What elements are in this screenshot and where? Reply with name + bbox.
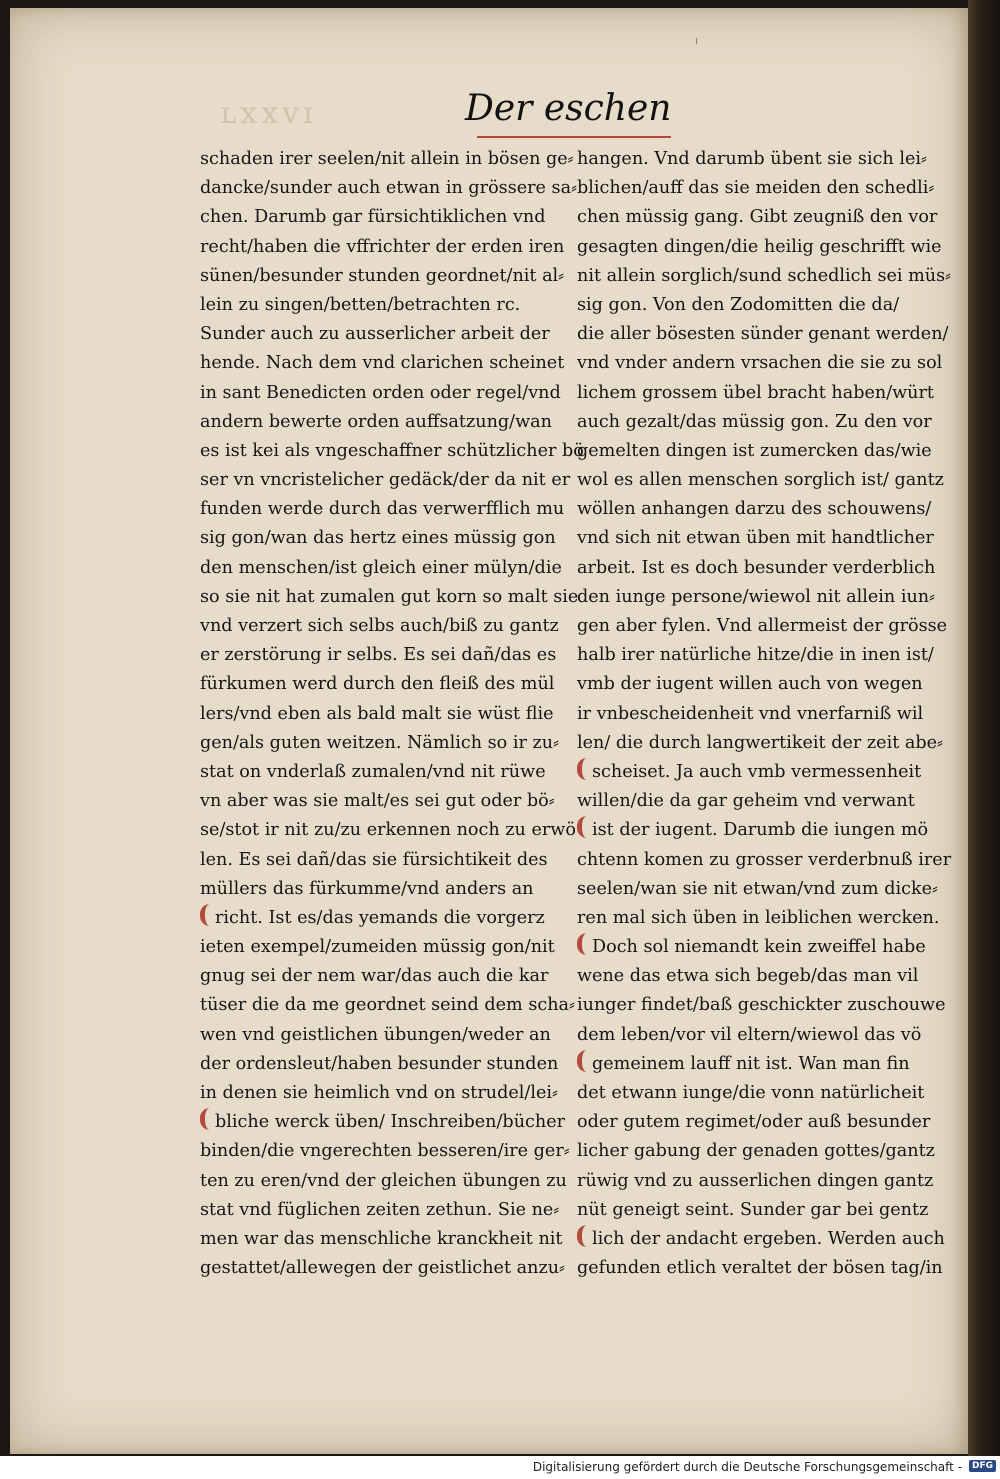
text-line-content: len/ die durch langwertikeit der zeit abe⸗ <box>577 732 943 753</box>
text-line <box>200 437 584 466</box>
text-line-content: ist der iugent. Darumb die iungen mö <box>592 820 929 841</box>
running-head <box>465 88 671 129</box>
text-line-content: gesagten dingen/die heilig geschrifft wie <box>577 236 942 257</box>
rubric-mark <box>577 816 590 838</box>
text-line-content: sig gon/wan das hertz eines müssig gon <box>200 528 556 549</box>
text-line <box>200 1196 575 1225</box>
text-line <box>200 233 575 262</box>
text-line-content: vnd verzert sich selbs auch/biß zu gantz <box>200 616 559 636</box>
text-line <box>200 904 575 933</box>
text-line <box>577 320 952 349</box>
text-line <box>577 816 952 845</box>
text-line <box>577 787 952 816</box>
text-line-content: der ordensleut/haben besunder stunden <box>200 1053 559 1074</box>
text-line <box>577 670 952 699</box>
text-line <box>577 1108 952 1137</box>
text-line-content: die aller bösesten sünder genant werden/ <box>577 324 949 345</box>
text-line <box>577 1225 952 1254</box>
text-line <box>200 145 575 174</box>
text-line-content: oder gutem regimet/oder auß besunder <box>577 1112 931 1133</box>
text-line <box>577 262 952 291</box>
text-line-content: gemelten dingen ist zumercken das/wie <box>577 440 932 461</box>
text-line-content: ten zu eren/vnd der gleichen übungen zu <box>200 1170 567 1191</box>
text-line-content: se/stot ir nit zu/zu erkennen noch zu erwö <box>200 820 576 841</box>
text-line-content: stat on vnderlaß zumalen/vnd nit rüwe <box>200 761 546 782</box>
text-line-content: er zerstörung ir selbs. Es sei dañ/das es <box>200 645 557 666</box>
text-line <box>577 641 952 670</box>
running-head-underline <box>477 136 671 138</box>
text-line-content: dem leben/vor vil eltern/wiewol das vö <box>577 1024 922 1045</box>
right-text-column <box>577 145 952 1283</box>
text-line <box>200 466 575 495</box>
text-line <box>200 670 575 699</box>
rubric-mark <box>577 1050 590 1072</box>
text-line-content: scheiset. Ja auch vmb vermessenheit <box>592 761 922 782</box>
page-mark <box>696 38 701 44</box>
text-line-content: den iunge persone/wiewol nit allein iun⸗ <box>577 586 935 607</box>
text-line <box>200 349 575 378</box>
text-line <box>200 816 575 845</box>
rubric-mark <box>577 933 590 955</box>
text-line <box>200 495 575 524</box>
text-line-content: sig gon. Von den Zodomitten die da/ <box>577 294 900 315</box>
show-through-text: ʟxxvɪ <box>220 96 317 131</box>
text-line <box>200 1108 575 1137</box>
text-line-content: lich der andacht ergeben. Werden auch <box>592 1228 945 1249</box>
text-line-content: licher gabung der genaden gottes/gantz <box>577 1141 935 1162</box>
text-line <box>577 291 952 320</box>
text-line <box>577 875 952 904</box>
text-line <box>577 554 952 583</box>
text-line-content: seelen/wan sie nit etwan/vnd zum dicke⸗ <box>577 878 938 899</box>
text-line-content: Sunder auch zu ausserlicher arbeit der <box>200 324 550 345</box>
text-line-content: gefunden etlich veraltet der bösen tag/in <box>577 1258 943 1279</box>
text-line-content: stat vnd füglichen zeiten zethun. Sie ne⸗ <box>200 1199 560 1220</box>
text-line <box>577 1254 952 1283</box>
text-line-content: müllers das fürkumme/vnd anders an <box>200 878 534 899</box>
text-line <box>577 379 952 408</box>
rubric-mark <box>577 758 590 780</box>
text-line <box>200 524 575 553</box>
text-line-content: schaden irer seelen/nit allein in bösen ge⸗ <box>200 149 574 169</box>
text-line-content: gestattet/allewegen der geistlichet anzu⸗ <box>200 1258 565 1279</box>
text-line <box>200 729 575 758</box>
text-line <box>200 1254 575 1283</box>
text-line <box>577 203 952 232</box>
rubric-mark <box>577 1225 590 1247</box>
text-line-content: men war das menschliche kranckheit nit <box>200 1228 563 1249</box>
text-line-content: hende. Nach dem vnd clarichen scheinet <box>200 353 565 374</box>
text-line <box>577 233 952 262</box>
text-line <box>200 1021 575 1050</box>
text-line <box>577 612 952 641</box>
text-line <box>200 641 575 670</box>
text-line-content: wen vnd geistlichen übungen/weder an <box>200 1024 551 1045</box>
text-line <box>577 962 952 991</box>
text-line <box>200 379 575 408</box>
text-line <box>577 991 952 1020</box>
text-line <box>200 1050 575 1079</box>
text-line <box>200 1079 575 1108</box>
text-line-content: gemeinem lauff nit ist. Wan man fin <box>592 1053 910 1074</box>
text-line-content: vnd vnder andern vrsachen die sie zu sol <box>577 353 943 374</box>
text-line <box>200 291 575 320</box>
text-line <box>200 1137 575 1166</box>
text-line-content: vn aber was sie malt/es sei gut oder bö⸗ <box>200 791 555 812</box>
text-line-content: in denen sie heimlich vnd on strudel/lei⸗ <box>200 1083 558 1103</box>
text-line <box>577 466 952 495</box>
text-line-content: nüt geneigt seint. Sunder gar bei gentz <box>577 1199 929 1220</box>
funding-notice: Digitalisierung gefördert durch die Deutsche Forschungsgemeinschaft - <box>532 1460 962 1474</box>
text-line-content: arbeit. Ist es doch besunder verderblich <box>577 557 936 578</box>
text-line <box>577 437 952 466</box>
text-line-content: lers/vnd eben als bald malt sie wüst flie <box>200 703 554 724</box>
text-line-content: wol es allen menschen sorglich ist/ gantz <box>577 470 944 491</box>
text-line <box>577 524 952 553</box>
text-line <box>200 933 575 962</box>
text-line <box>577 583 952 612</box>
text-line <box>200 203 575 232</box>
text-line <box>577 1079 952 1108</box>
text-line <box>200 554 575 583</box>
text-line-content: richt. Ist es/das yemands die vorgerz <box>215 907 545 928</box>
text-line <box>200 991 575 1020</box>
text-line-content: chtenn komen zu grosser verderbnuß irer <box>577 849 952 870</box>
text-line-content: gen aber fylen. Vnd allermeist der grösse <box>577 616 948 636</box>
text-line-content: in sant Benedicten orden oder regel/vnd <box>200 382 561 403</box>
text-line-content: iunger findet/baß geschickter zuschouwe <box>577 995 946 1016</box>
text-line-content: nit allein sorglich/sund schedlich sei müs⸗ <box>577 265 952 286</box>
text-line <box>577 349 952 378</box>
text-line-content: hangen. Vnd darumb übent sie sich lei⸗ <box>577 149 927 169</box>
text-line-content: es ist kei als vngeschaffner schützlicher bö <box>200 440 584 461</box>
text-line-content: gen/als guten weitzen. Nämlich so ir zu⸗ <box>200 732 559 753</box>
text-line-content: len. Es sei dañ/das sie fürsichtikeit des <box>200 849 548 870</box>
text-line <box>200 962 575 991</box>
text-line-content: chen müssig gang. Gibt zeugniß den vor <box>577 207 938 228</box>
text-line-content: dancke/sunder auch etwan in grössere sa⸗ <box>200 178 577 199</box>
text-line-content: recht/haben die vffrichter der erden iren <box>200 236 565 257</box>
text-line <box>577 1196 952 1225</box>
book-spine-edge <box>968 0 1000 1460</box>
text-line-content: den menschen/ist gleich einer mülyn/die <box>200 557 562 578</box>
text-line <box>577 1050 952 1079</box>
dfg-logo: DFG <box>969 1460 996 1472</box>
text-line-content: blichen/auff das sie meiden den schedli⸗ <box>577 178 935 199</box>
text-line-content: vnd sich nit etwan üben mit handtlicher <box>577 528 934 549</box>
text-line-content: wene das etwa sich begeb/das man vil <box>577 966 919 987</box>
left-text-column <box>200 145 584 1283</box>
text-line-content: willen/die da gar geheim vnd verwant <box>577 791 915 812</box>
text-line <box>200 408 575 437</box>
text-line-content: andern bewerte orden auffsatzung/wan <box>200 411 552 432</box>
text-line <box>200 612 575 641</box>
text-line <box>577 145 952 174</box>
text-line-content: vmb der iugent willen auch von wegen <box>577 674 923 695</box>
text-line <box>200 758 575 787</box>
text-line-content: det etwann iunge/die vonn natürlicheit <box>577 1083 925 1103</box>
text-line-content: gnug sei der nem war/das auch die kar <box>200 966 549 987</box>
text-line <box>577 700 952 729</box>
text-line <box>200 174 575 203</box>
text-line <box>200 262 575 291</box>
text-line-content: lein zu singen/betten/betrachten rc. <box>200 294 521 315</box>
text-line-content: auch gezalt/das müssig gon. Zu den vor <box>577 411 932 432</box>
text-line-content: chen. Darumb gar fürsichtiklichen vnd <box>200 207 546 228</box>
text-line <box>577 408 952 437</box>
text-line <box>577 758 952 787</box>
text-line-content: wöllen anhangen darzu des schouwens/ <box>577 499 932 520</box>
text-line <box>577 495 952 524</box>
text-line <box>577 904 952 933</box>
rubric-mark <box>200 1108 213 1130</box>
footer-bar <box>0 1456 1000 1479</box>
text-line-content: rüwig vnd zu ausserlichen dingen gantz <box>577 1170 934 1191</box>
text-line-content: binden/die vngerechten besseren/ire ger⸗ <box>200 1141 570 1162</box>
text-line-content: Doch sol niemandt kein zweiffel habe <box>592 937 926 958</box>
text-line <box>200 1225 575 1254</box>
text-line <box>577 1167 952 1196</box>
text-line-content: funden werde durch das verwerfflich mu <box>200 499 565 520</box>
text-line-content: bliche werck üben/ Inschreiben/bücher <box>215 1112 566 1133</box>
text-line-content: sünen/besunder stunden geordnet/nit al⸗ <box>200 265 565 286</box>
text-line <box>200 700 575 729</box>
text-line <box>577 174 952 203</box>
text-line-content: ieten exempel/zumeiden müssig gon/nit <box>200 937 555 958</box>
text-line <box>577 729 952 758</box>
text-line-content: so sie nit hat zumalen gut korn so malt sie <box>200 586 579 607</box>
text-line <box>577 846 952 875</box>
text-line <box>200 320 575 349</box>
text-line <box>200 875 575 904</box>
text-line-content: ir vnbescheidenheit vnd vnerfarniß wil <box>577 703 924 724</box>
text-line <box>200 846 575 875</box>
text-line <box>200 1167 575 1196</box>
text-line <box>577 1137 952 1166</box>
running-head-text: Der eschen <box>465 88 672 129</box>
text-line <box>200 583 579 612</box>
scanned-page <box>10 8 968 1454</box>
text-line-content: fürkumen werd durch den fleiß des mül <box>200 674 555 695</box>
text-line-content: ren mal sich üben in leiblichen wercken. <box>577 907 940 928</box>
rubric-mark <box>200 904 213 926</box>
text-line <box>577 933 952 962</box>
text-line <box>200 787 575 816</box>
text-line <box>577 1021 952 1050</box>
text-line-content: lichem grossem übel bracht haben/würt <box>577 382 934 403</box>
text-line-content: halb irer natürliche hitze/die in inen ist/ <box>577 645 934 666</box>
text-line-content: tüser die da me geordnet seind dem scha⸗ <box>200 995 575 1016</box>
text-line-content: ser vn vncristelicher gedäck/der da nit er <box>200 470 571 491</box>
